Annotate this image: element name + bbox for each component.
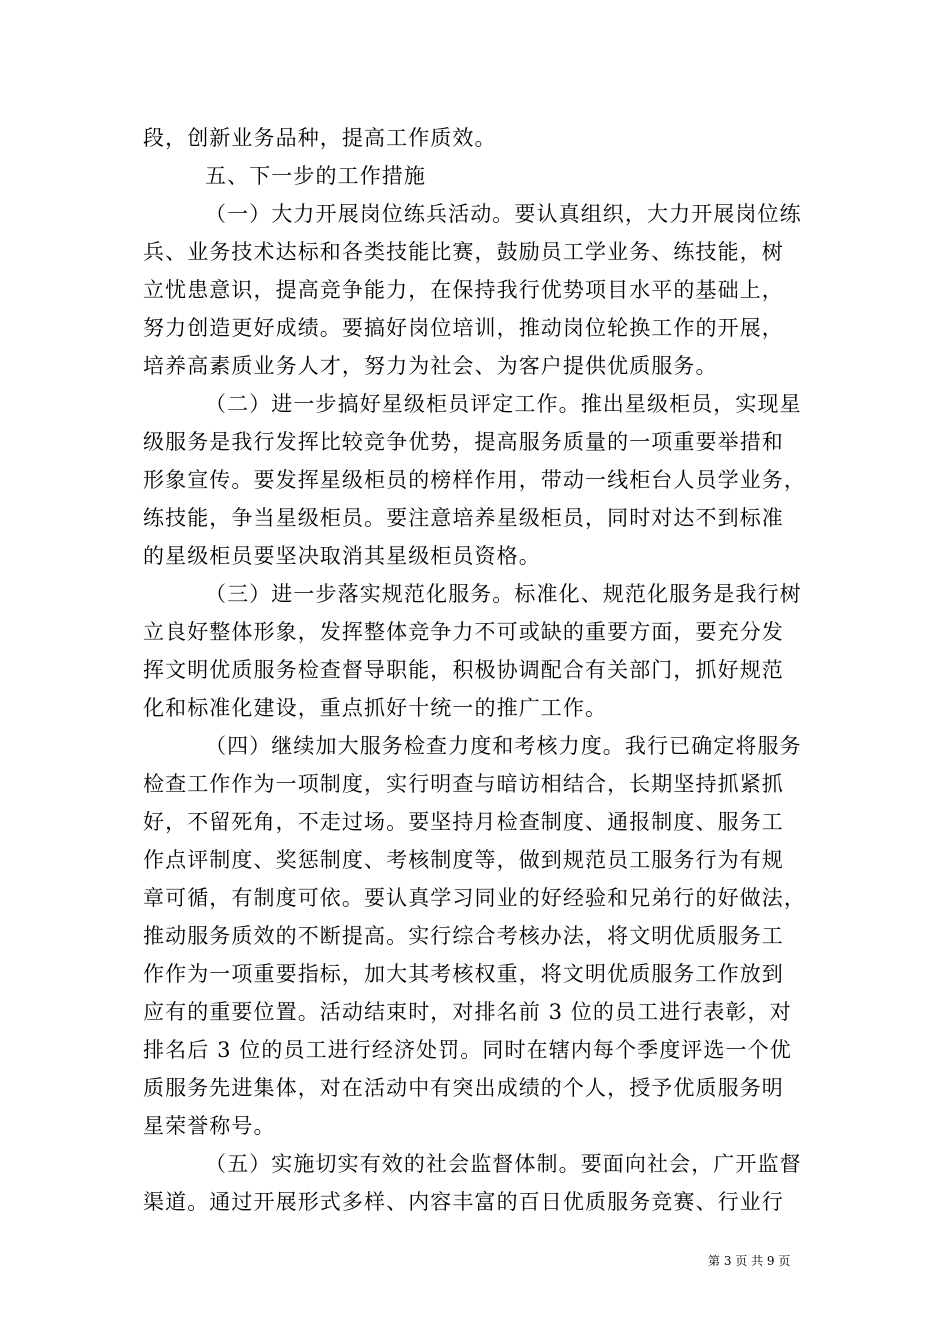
body-text-line: 形象宣传。要发挥星级柜员的榜样作用，带动一线柜台人员学业务， [143, 468, 806, 492]
body-text-line: 练技能，争当星级柜员。要注意培养星级柜员，同时对达不到标准 [143, 506, 784, 530]
body-text-line: 培养高素质业务人才，努力为社会、为客户提供优质服务。 [143, 354, 718, 378]
body-text-line: 应有的重要位置。活动结束时，对排名前 3 位的员工进行表彰，对 [143, 1000, 792, 1024]
body-text-line: 作作为一项重要指标，加大其考核权重，将文明优质服务工作放到 [143, 962, 784, 986]
body-text-line: 挥文明优质服务检查督导职能，积极协调配合有关部门，抓好规范 [143, 658, 784, 682]
section-heading: 五、下一步的工作措施 [205, 164, 426, 188]
body-text-line: 立忧患意识，提高竞争能力，在保持我行优势项目水平的基础上， [143, 278, 784, 302]
body-text-line: 推动服务质效的不断提高。实行综合考核办法，将文明优质服务工 [143, 924, 784, 948]
paragraph-first-line: （一）大力开展岗位练兵活动。要认真组织，大力开展岗位练 [205, 202, 802, 226]
body-text-line: 质服务先进集体，对在活动中有突出成绩的个人，授予优质服务明 [143, 1076, 784, 1100]
body-text-line: 级服务是我行发挥比较竞争优势，提高服务质量的一项重要举措和 [143, 430, 784, 454]
paragraph-first-line: （五）实施切实有效的社会监督体制。要面向社会，广开监督 [205, 1152, 802, 1176]
body-text-line: 好，不留死角，不走过场。要坚持月检查制度、通报制度、服务工 [143, 810, 784, 834]
paragraph-first-line: （二）进一步搞好星级柜员评定工作。推出星级柜员，实现星 [205, 392, 802, 416]
body-text-line: 星荣誉称号。 [143, 1114, 276, 1138]
paragraph-first-line: （四）继续加大服务检查力度和考核力度。我行已确定将服务 [205, 734, 802, 758]
body-text-line: 作点评制度、奖惩制度、考核制度等，做到规范员工服务行为有规 [143, 848, 784, 872]
body-text-line: 检查工作作为一项制度，实行明查与暗访相结合，长期坚持抓紧抓 [143, 772, 784, 796]
paragraph-first-line: （三）进一步落实规范化服务。标准化、规范化服务是我行树 [205, 582, 802, 606]
page-number-footer: 第 3 页 共 9 页 [708, 1254, 791, 1268]
body-text-line: 化和标准化建设，重点抓好十统一的推广工作。 [143, 696, 608, 720]
body-text-line: 渠道。通过开展形式多样、内容丰富的百日优质服务竞赛、行业行 [143, 1190, 784, 1214]
body-text-line: 排名后 3 位的员工进行经济处罚。同时在辖内每个季度评选一个优 [143, 1038, 792, 1062]
body-text-line: 立良好整体形象，发挥整体竞争力不可或缺的重要方面，要充分发 [143, 620, 784, 644]
body-text-line: 努力创造更好成绩。要搞好岗位培训，推动岗位轮换工作的开展， [143, 316, 784, 340]
body-text-line: 兵、业务技术达标和各类技能比赛，鼓励员工学业务、练技能，树 [143, 240, 784, 264]
body-text-line: 的星级柜员要坚决取消其星级柜员资格。 [143, 544, 541, 568]
body-text-line: 章可循，有制度可依。要认真学习同业的好经验和兄弟行的好做法， [143, 886, 806, 910]
body-text-line: 段，创新业务品种，提高工作质效。 [143, 126, 497, 150]
